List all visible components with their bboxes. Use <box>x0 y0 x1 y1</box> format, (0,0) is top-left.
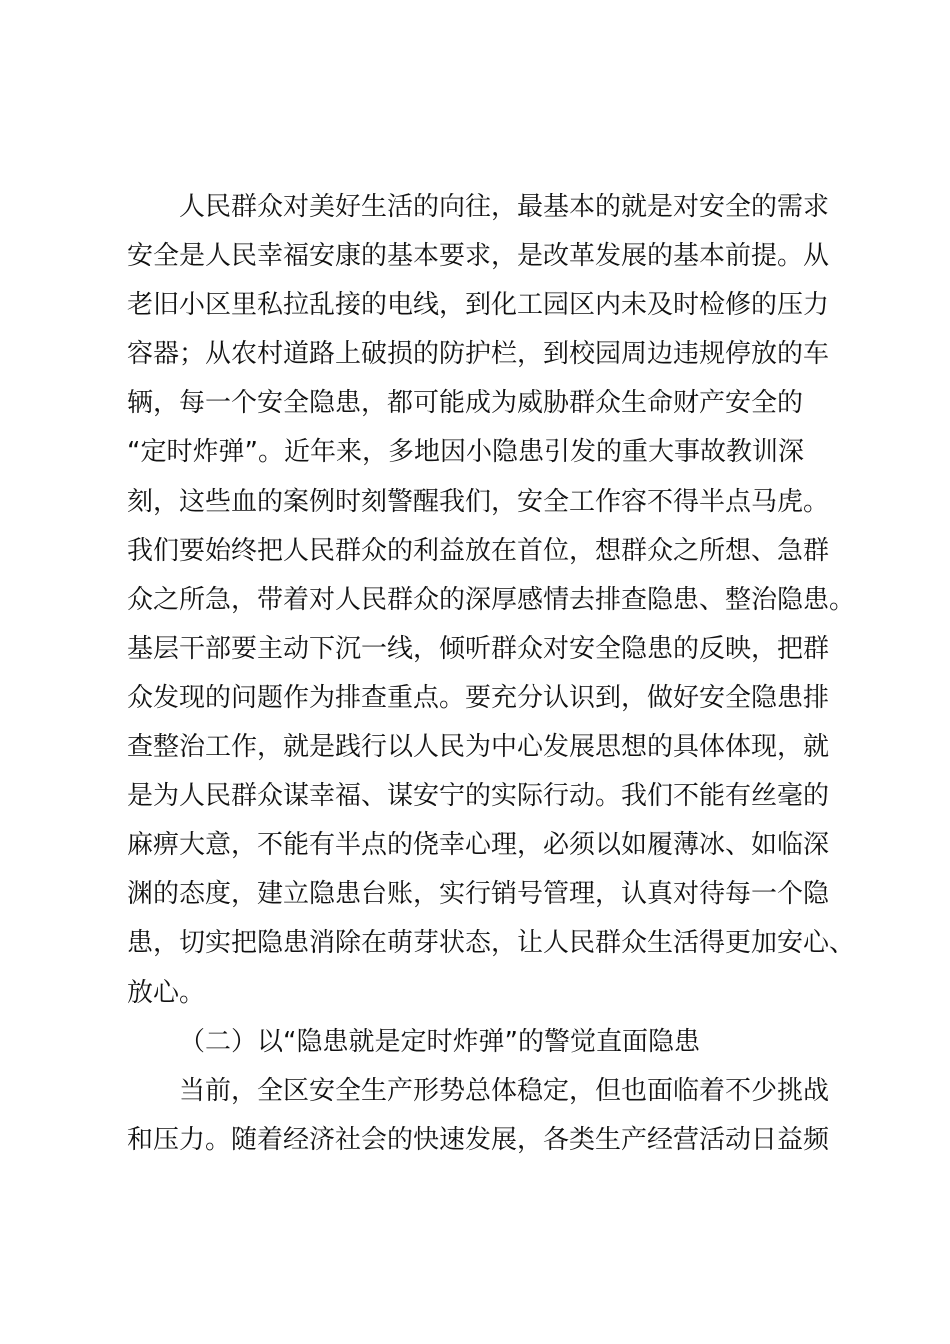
paragraph-line: 众之所急，带着对人民群众的深厚感情去排查隐患、整治隐患。 <box>127 584 856 615</box>
paragraph-line: 我们要始终把人民群众的利益放在首位，想群众之所想、急群 <box>127 535 830 566</box>
paragraph-line: 基层干部要主动下沉一线，倾听群众对安全隐患的反映，把群 <box>127 633 830 664</box>
paragraph-line: 麻痹大意，不能有半点的侥幸心理，必须以如履薄冰、如临深 <box>127 830 830 861</box>
paragraph-line: 放心。 <box>127 977 206 1008</box>
section-heading: （二）以“隐患就是定时炸弹”的警觉直面隐患 <box>179 1026 700 1057</box>
paragraph-line: 安全是人民幸福安康的基本要求，是改革发展的基本前提。从 <box>127 241 830 272</box>
paragraph-line: 容器；从农村道路上破损的防护栏，到校园周边违规停放的车 <box>127 339 830 370</box>
paragraph-line: 刻，这些血的案例时刻警醒我们，安全工作容不得半点马虎。 <box>127 486 830 517</box>
paragraph-line: 老旧小区里私拉乱接的电线，到化工园区内未及时检修的压力 <box>127 290 830 321</box>
paragraph-line: 查整治工作，就是践行以人民为中心发展思想的具体体现，就 <box>127 732 830 763</box>
paragraph-line: “定时炸弹”。近年来，多地因小隐患引发的重大事故教训深 <box>127 437 804 468</box>
paragraph-line: 渊的态度，建立隐患台账，实行销号管理，认真对待每一个隐 <box>127 879 830 910</box>
paragraph-line: 众发现的问题作为排查重点。要充分认识到，做好安全隐患排 <box>127 682 830 713</box>
paragraph-line: 当前，全区安全生产形势总体稳定，但也面临着不少挑战 <box>179 1075 830 1106</box>
document-body <box>127 183 856 1165</box>
paragraph-line: 患，切实把隐患消除在萌芽状态，让人民群众生活得更加安心、 <box>127 928 856 959</box>
paragraph-line: 人民群众对美好生活的向往，最基本的就是对安全的需求 <box>179 192 830 222</box>
paragraph-line: 是为人民群众谋幸福、谋安宁的实际行动。我们不能有丝毫的 <box>127 781 830 812</box>
paragraph-line: 辆，每一个安全隐患，都可能成为威胁群众生命财产安全的 <box>127 388 804 419</box>
paragraph-line: 和压力。随着经济社会的快速发展，各类生产经营活动日益频 <box>127 1124 830 1155</box>
